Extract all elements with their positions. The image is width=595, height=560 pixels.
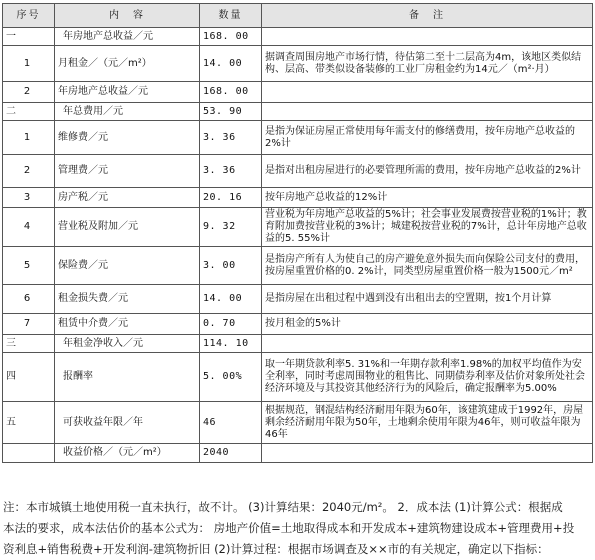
row-seq: 一 <box>3 28 55 46</box>
table-row <box>3 247 593 285</box>
row-seq: 5 <box>3 247 55 285</box>
row-item: 管理费／元 <box>55 155 200 188</box>
footer-line: 注：本市城镇土地使用税一直未执行，故不计。 (3)计算结果：2040元/m²。 2．成本法 (1)计算公式：根据成 <box>3 500 563 514</box>
row-qty: 3. 36 <box>200 155 262 188</box>
table-row <box>3 121 593 155</box>
table-row <box>3 208 593 247</box>
row-qty: 2040 <box>200 444 262 463</box>
row-qty: 3. 00 <box>200 247 262 285</box>
valuation-table-container <box>2 3 592 490</box>
footer-line: 本法的要求，成本法估价的基本公式为： 房地产价值=土地取得成本和开发成本+建筑物建设成本+管理费用+投 <box>3 521 575 535</box>
row-item: 维修费／元 <box>55 121 200 155</box>
table-row <box>3 46 593 82</box>
row-note: 营业税为年房地产总收益的5%计；社会事业发展费按营业税的1%计；教育附加费按营业税的3%计；城建税按营业税的7%计，总计年房地产总收益的5. 55%计 <box>262 208 593 247</box>
row-item: 年房地产总收益／元 <box>55 28 200 46</box>
row-seq <box>3 444 55 463</box>
row-seq: 1 <box>3 121 55 155</box>
row-note: 是指房产所有人为使自己的房产避免意外损失而向保险公司支付的费用，按房屋重置价格的0. 2%计，同类型房屋重置价格一般为1500元／m² <box>262 247 593 285</box>
row-seq: 6 <box>3 285 55 314</box>
row-note: 据调查周围房地产市场行情，待估第二至十二层高为4m，该地区类似结构、层高、带类似设备装修的工业厂房租金约为14元／（m²·月） <box>262 46 593 82</box>
row-item: 报酬率 <box>55 353 200 402</box>
table-row <box>3 155 593 188</box>
table-row <box>3 285 593 314</box>
table-row <box>3 353 593 402</box>
row-item: 年房地产总收益／元 <box>55 82 200 103</box>
row-note <box>262 82 593 103</box>
footer-text <box>3 497 593 560</box>
header-qty: 数量 <box>200 4 262 28</box>
footer-line: 资利息+销售税费+开发利润-建筑物折旧 (2)计算过程：根据市场调查及××市的有关规定，确定以下指标： <box>3 542 549 556</box>
row-seq: 7 <box>3 314 55 335</box>
table-row <box>3 28 593 46</box>
header-note: 备 注 <box>262 4 593 28</box>
row-seq: 二 <box>3 103 55 121</box>
table-row <box>3 402 593 444</box>
row-note: 取一年期贷款利率5. 31%和一年期存款利率1.98%的加权平均值作为安全利率，同时考虑周围物业的租售比、同期债券利率及估价对象所处社会经济环境及与其投资其他经济行为的风险后，确定报酬率为5.00% <box>262 353 593 402</box>
row-seq: 2 <box>3 155 55 188</box>
row-seq: 3 <box>3 188 55 208</box>
row-item: 年租金净收入／元 <box>55 335 200 353</box>
row-note <box>262 335 593 353</box>
row-item: 租金损失费／元 <box>55 285 200 314</box>
row-note <box>262 103 593 121</box>
row-item: 年总费用／元 <box>55 103 200 121</box>
row-item: 房产税／元 <box>55 188 200 208</box>
row-item: 可获收益年限／年 <box>55 402 200 444</box>
row-qty: 5. 00% <box>200 353 262 402</box>
table-row <box>3 82 593 103</box>
row-qty: 14. 00 <box>200 285 262 314</box>
row-qty: 20. 16 <box>200 188 262 208</box>
table-row <box>3 103 593 121</box>
row-note: 是指房屋在出租过程中遇到没有出租出去的空置期，按1个月计算 <box>262 285 593 314</box>
row-item: 保险费／元 <box>55 247 200 285</box>
income-valuation-table <box>2 3 593 463</box>
row-seq: 1 <box>3 46 55 82</box>
row-qty: 168. 00 <box>200 28 262 46</box>
row-qty: 0. 70 <box>200 314 262 335</box>
header-item: 内 容 <box>55 4 200 28</box>
row-item: 收益价格／（元／m²） <box>55 444 200 463</box>
row-seq: 2 <box>3 82 55 103</box>
row-note <box>262 444 593 463</box>
row-note: 根据规范，钢混结构经济耐用年限为60年，该建筑建成于1992年，房屋剩余经济耐用年限为50年，土地剩余使用年限为46年，则可收益年限为46年 <box>262 402 593 444</box>
row-item: 租赁中介费／元 <box>55 314 200 335</box>
row-qty: 168. 00 <box>200 82 262 103</box>
row-note <box>262 28 593 46</box>
row-seq: 三 <box>3 335 55 353</box>
row-qty: 3. 36 <box>200 121 262 155</box>
row-note: 是指为保证房屋正常使用每年需支付的修缮费用，按年房地产总收益的2%计 <box>262 121 593 155</box>
row-note: 按月租金的5%计 <box>262 314 593 335</box>
table-row <box>3 444 593 463</box>
table-row <box>3 314 593 335</box>
row-item: 月租金／（元／m²） <box>55 46 200 82</box>
row-item: 营业税及附加／元 <box>55 208 200 247</box>
row-seq: 4 <box>3 208 55 247</box>
row-seq: 四 <box>3 353 55 402</box>
table-header-row <box>3 4 593 28</box>
table-row <box>3 188 593 208</box>
row-qty: 9. 32 <box>200 208 262 247</box>
row-qty: 114. 10 <box>200 335 262 353</box>
row-note: 是指对出租房屋进行的必要管理所需的费用，按年房地产总收益的2%计 <box>262 155 593 188</box>
row-qty: 46 <box>200 402 262 444</box>
table-row <box>3 335 593 353</box>
header-seq: 序号 <box>3 4 55 28</box>
row-note: 按年房地产总收益的12%计 <box>262 188 593 208</box>
row-seq: 五 <box>3 402 55 444</box>
row-qty: 53. 90 <box>200 103 262 121</box>
row-qty: 14. 00 <box>200 46 262 82</box>
